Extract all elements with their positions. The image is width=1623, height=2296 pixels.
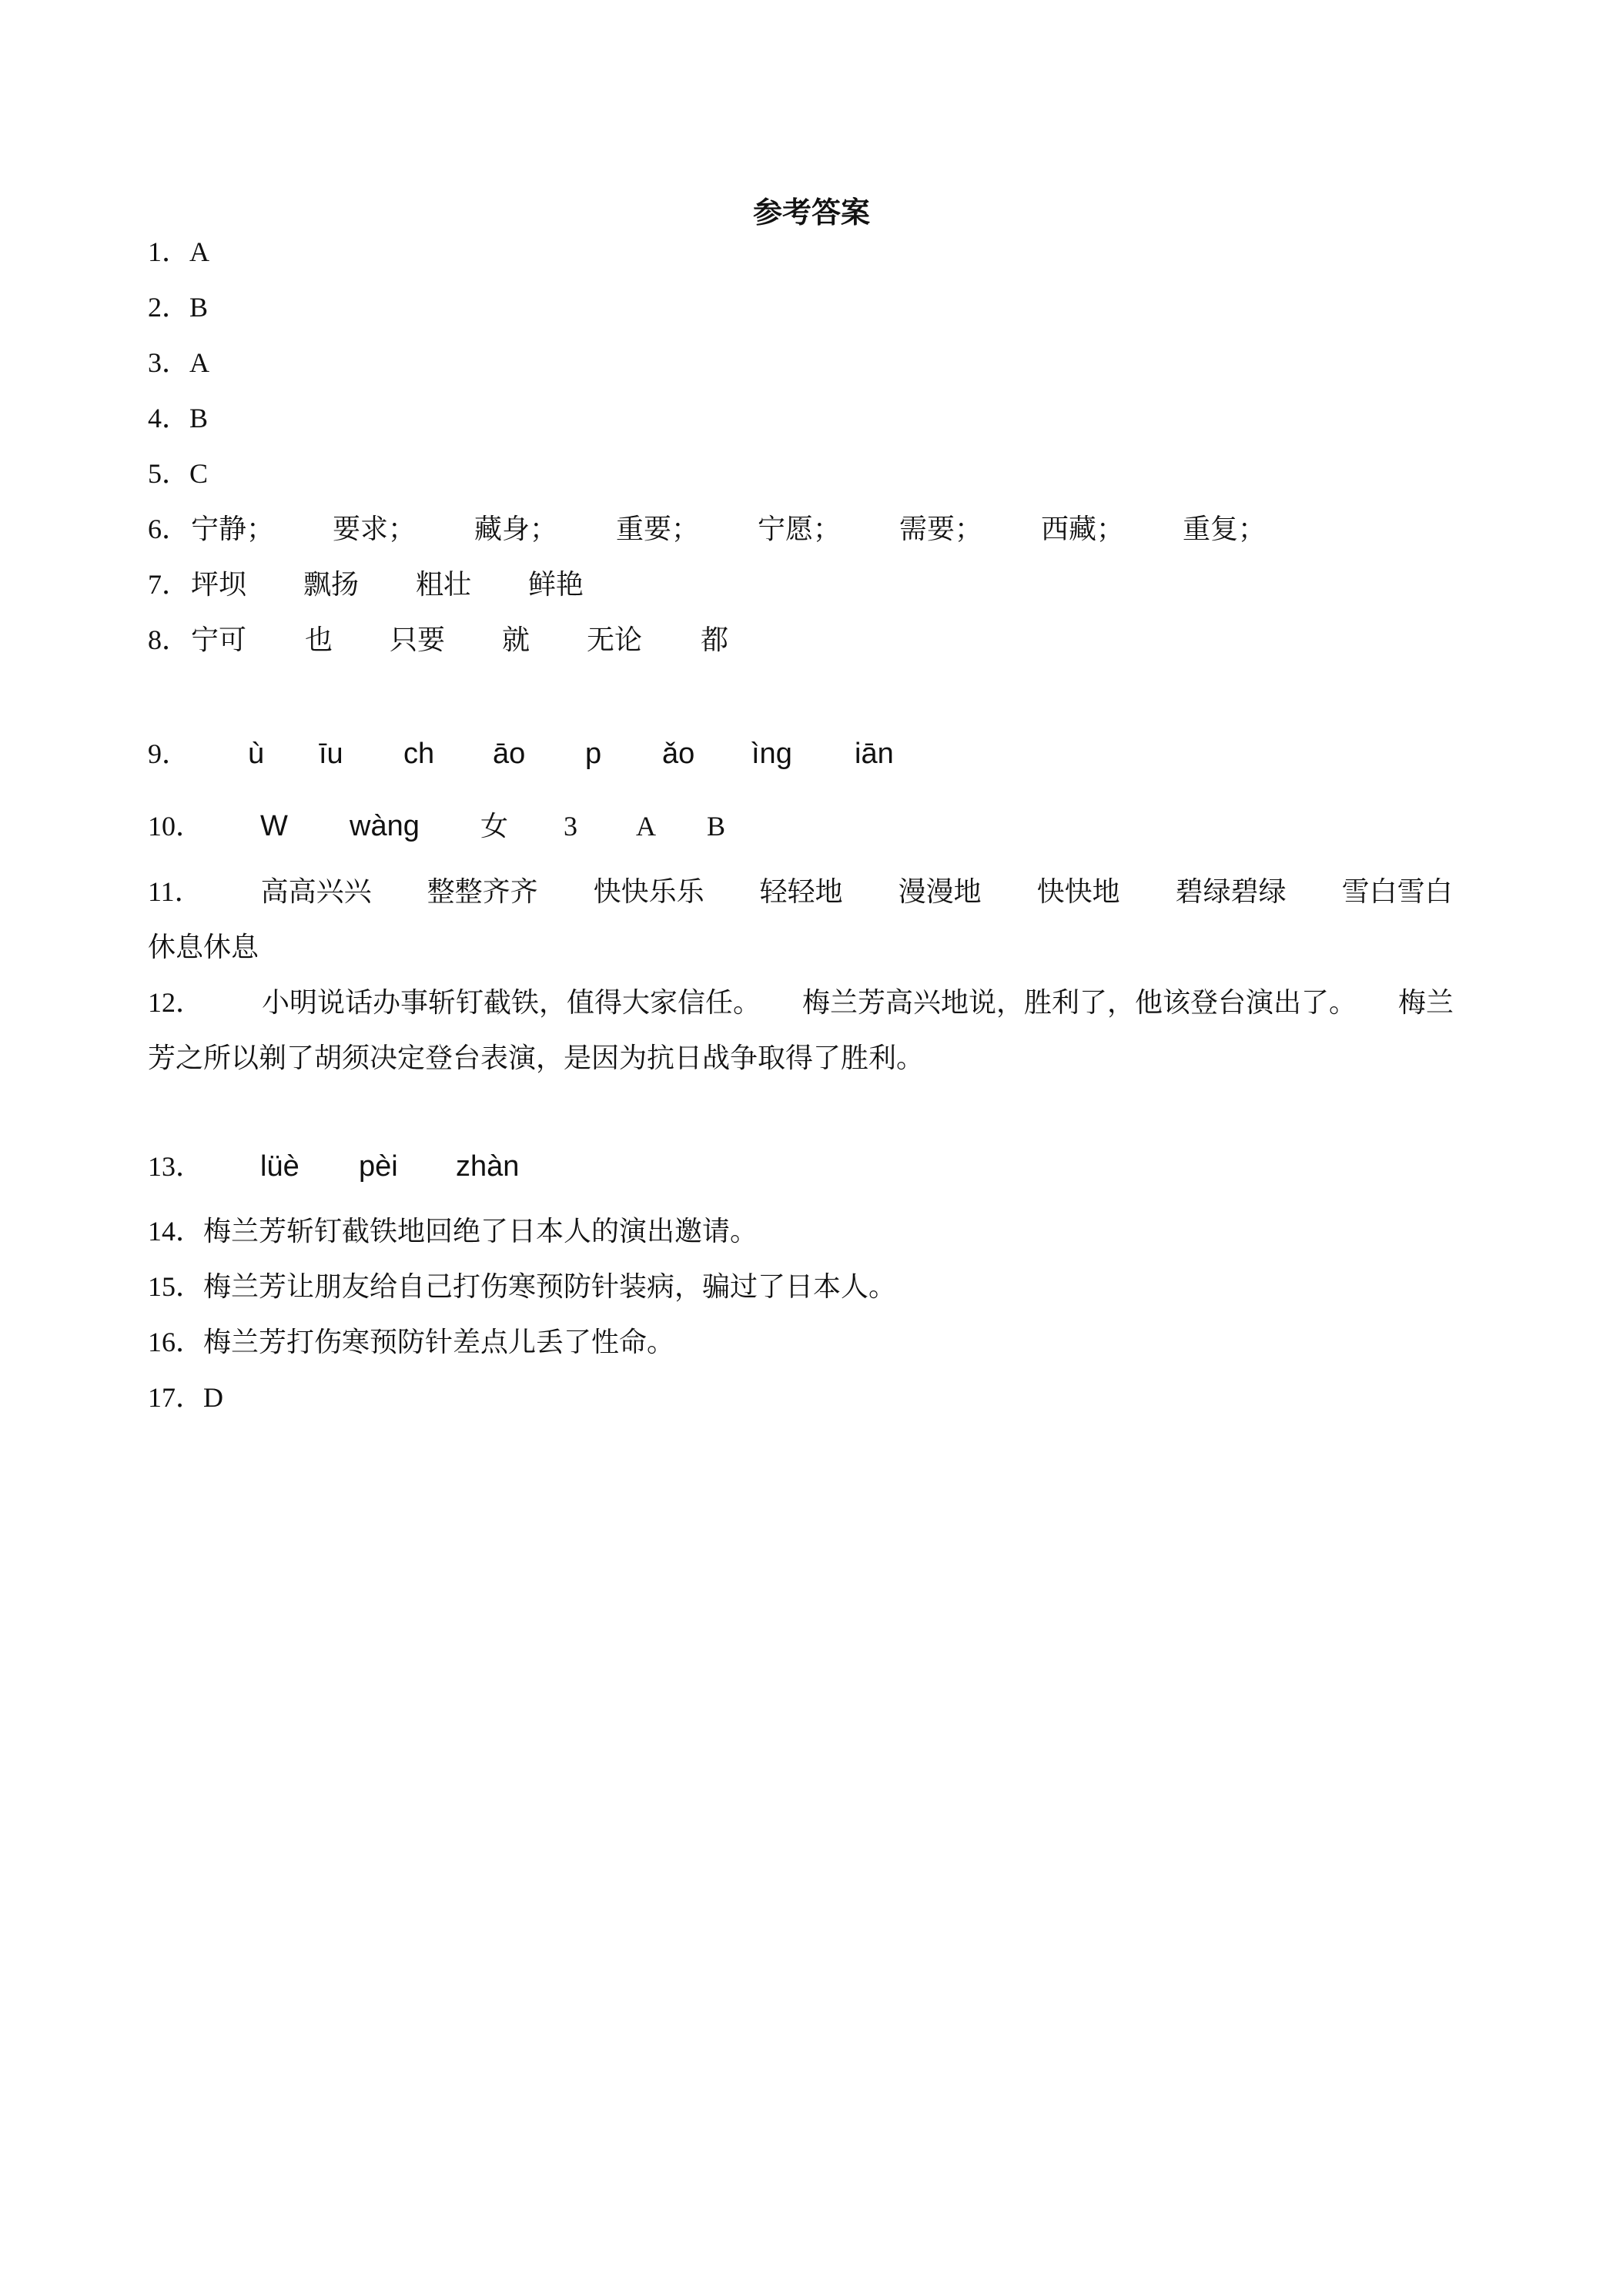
answer-1 bbox=[148, 233, 1480, 271]
answer-item: 宁愿； bbox=[758, 514, 842, 544]
answer-3 bbox=[148, 343, 1480, 382]
answer-value: B bbox=[189, 403, 209, 433]
pinyin-item: iān bbox=[855, 738, 894, 770]
answer-item: 需要； bbox=[899, 514, 983, 544]
answer-item: 只要 bbox=[390, 624, 446, 655]
question-number: 16． bbox=[148, 1327, 204, 1357]
question-number: 10． bbox=[148, 811, 204, 842]
answer-item: 无论 bbox=[587, 624, 643, 655]
answer-14 bbox=[148, 1212, 1480, 1250]
answer-item: 重要； bbox=[616, 514, 700, 544]
answer-4 bbox=[148, 399, 1480, 437]
answer-item: 要求； bbox=[333, 514, 417, 544]
pinyin-item: pèi bbox=[359, 1150, 398, 1183]
pinyin-item: ù bbox=[248, 738, 265, 770]
pinyin-item: ch bbox=[403, 738, 435, 770]
question-number: 8． bbox=[148, 624, 190, 655]
answer-13 bbox=[148, 1147, 1480, 1186]
question-number: 11． bbox=[148, 876, 202, 907]
answer-value: B bbox=[189, 292, 209, 323]
answer-item: 坪坝 bbox=[191, 569, 247, 600]
answer-16 bbox=[148, 1323, 1480, 1361]
pinyin-item: ǎo bbox=[662, 738, 695, 770]
pinyin-item: lüè bbox=[260, 1150, 300, 1183]
pinyin-item: zhàn bbox=[456, 1150, 520, 1183]
pinyin-item: p bbox=[585, 738, 602, 770]
question-number: 3． bbox=[148, 347, 190, 378]
question-number: 5． bbox=[148, 458, 190, 489]
answer-item: 都 bbox=[701, 624, 729, 655]
answer-value: A bbox=[189, 236, 210, 267]
answer-6 bbox=[148, 510, 1480, 548]
question-number: 15． bbox=[148, 1271, 204, 1302]
answer-item: 就 bbox=[502, 624, 530, 655]
answer-item: 鲜艳 bbox=[528, 569, 584, 600]
answer-item: 粗壮 bbox=[416, 569, 472, 600]
answer-8 bbox=[148, 621, 1480, 659]
answer-item: 3 bbox=[564, 811, 577, 842]
answer-15 bbox=[148, 1267, 1480, 1306]
question-number: 4． bbox=[148, 403, 190, 433]
page-title: 参考答案 bbox=[752, 197, 870, 229]
answer-7 bbox=[148, 565, 1480, 604]
answer-text: 梅兰芳打伤寒预防针差点儿丢了性命。 bbox=[203, 1327, 675, 1357]
pinyin-item: wàng bbox=[350, 810, 420, 842]
answer-11 bbox=[148, 864, 1508, 975]
answer-item: 宁可 bbox=[191, 624, 247, 655]
question-number: 13． bbox=[148, 1151, 204, 1182]
question-number: 17． bbox=[148, 1382, 204, 1413]
answer-2 bbox=[148, 288, 1480, 326]
answer-item: 女 bbox=[480, 811, 509, 842]
answer-item: 宁静； bbox=[191, 514, 275, 544]
answer-item: B bbox=[707, 811, 726, 842]
answer-value: D bbox=[203, 1382, 224, 1413]
answer-text: 梅兰芳斩钉截铁地回绝了日本人的演出邀请。 bbox=[203, 1216, 758, 1247]
answer-10 bbox=[148, 807, 1480, 845]
answer-text: 小明说话办事斩钉截铁，值得大家信任。 梅兰芳高兴地说，胜利了，他该登台演出了。 梅兰芳之所以剃了胡须决定登台表演，是因为抗日战争取得了胜利。 bbox=[148, 987, 1454, 1073]
question-number: 9． bbox=[148, 738, 190, 769]
answer-text: 高高兴兴 整整齐齐 快快乐乐 轻轻地 漫漫地 快快地 碧绿碧绿 雪白雪白 休息休息 bbox=[148, 876, 1508, 962]
answer-item: 也 bbox=[305, 624, 333, 655]
answer-5 bbox=[148, 454, 1480, 493]
question-number: 6． bbox=[148, 514, 190, 544]
answer-item: 重复； bbox=[1183, 514, 1267, 544]
answer-value: C bbox=[189, 458, 209, 489]
answer-17 bbox=[148, 1378, 1480, 1417]
answer-item: 藏身； bbox=[474, 514, 558, 544]
answer-item: 飘扬 bbox=[303, 569, 360, 600]
answer-item: A bbox=[636, 811, 656, 842]
question-number: 12． bbox=[148, 987, 204, 1018]
pinyin-item: āo bbox=[493, 738, 526, 770]
pinyin-item: īu bbox=[319, 738, 343, 770]
question-number: 7． bbox=[148, 569, 190, 600]
pinyin-item: ìng bbox=[751, 738, 792, 770]
answer-9 bbox=[148, 735, 1480, 773]
answer-item: W bbox=[260, 810, 288, 842]
question-number: 1． bbox=[148, 236, 190, 267]
answer-12 bbox=[148, 975, 1480, 1086]
question-number: 2． bbox=[148, 292, 190, 323]
answer-item: 西藏； bbox=[1041, 514, 1125, 544]
answer-text: 梅兰芳让朋友给自己打伤寒预防针装病，骗过了日本人。 bbox=[203, 1271, 897, 1302]
answer-value: A bbox=[189, 347, 210, 378]
question-number: 14． bbox=[148, 1216, 204, 1247]
